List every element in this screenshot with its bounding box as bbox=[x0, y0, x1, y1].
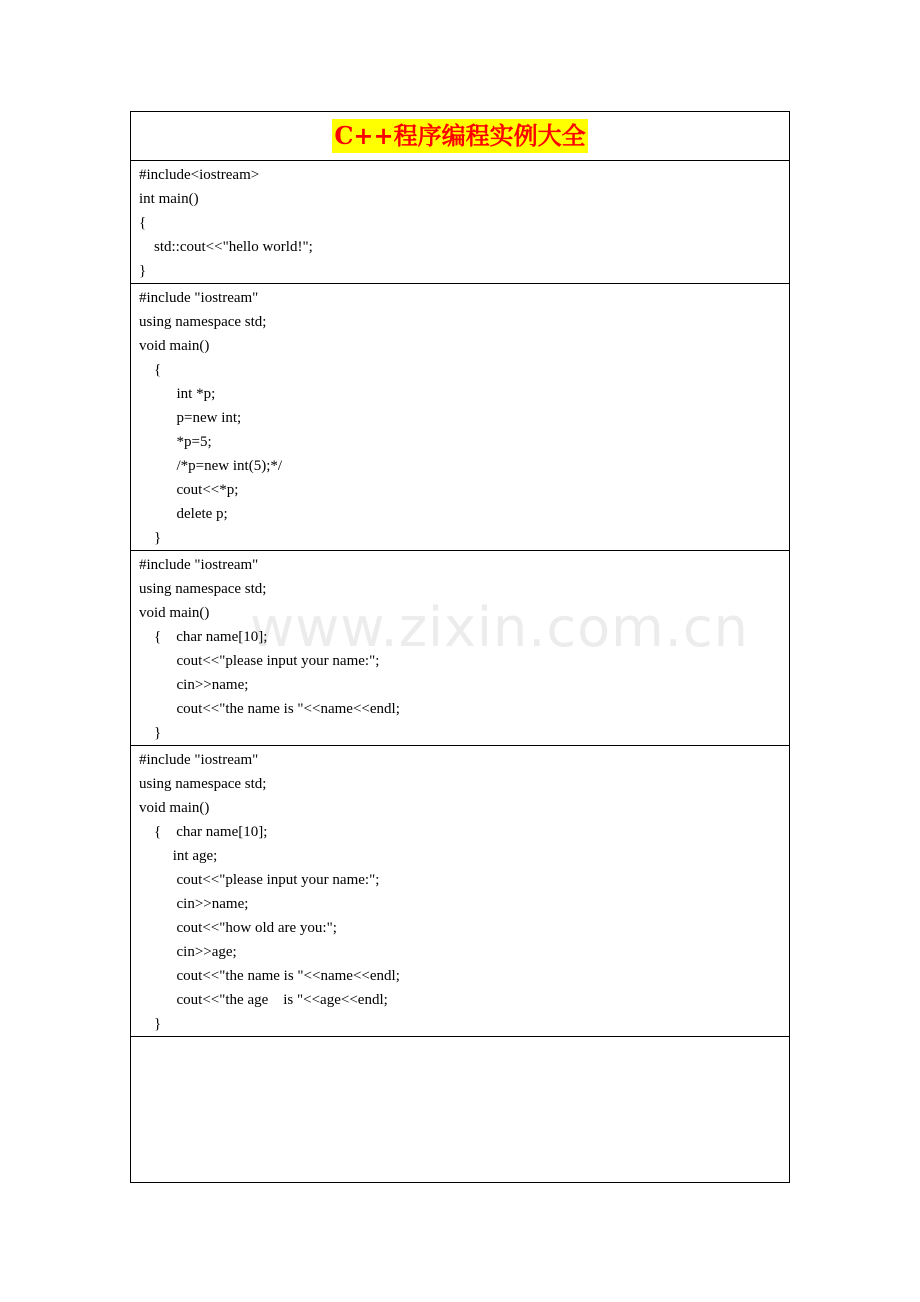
code-line: p=new int; bbox=[139, 410, 242, 426]
code-line: { bbox=[139, 362, 162, 378]
title-row bbox=[131, 112, 789, 161]
code-line: cin>>age; bbox=[139, 944, 237, 960]
code-line: { char name[10]; bbox=[139, 824, 268, 840]
code-line: cout<<"the name is "<<name<<endl; bbox=[139, 701, 400, 717]
code-line: std::cout<<"hello world!"; bbox=[139, 239, 313, 255]
code-line: using namespace std; bbox=[139, 314, 267, 330]
code-line: #include<iostream> bbox=[139, 167, 260, 183]
code-line: cin>>name; bbox=[139, 896, 249, 912]
code-line: } bbox=[139, 1016, 162, 1032]
code-line: delete p; bbox=[139, 506, 228, 522]
code-line: { char name[10]; bbox=[139, 629, 268, 645]
code-example-cell bbox=[131, 284, 789, 551]
code-line: } bbox=[139, 263, 147, 279]
code-line: *p=5; bbox=[139, 434, 212, 450]
code-line: int *p; bbox=[139, 386, 216, 402]
code-line: { bbox=[139, 215, 147, 231]
code-line: cout<<*p; bbox=[139, 482, 239, 498]
code-line: cout<<"how old are you:"; bbox=[139, 920, 337, 936]
code-example-cell bbox=[131, 746, 789, 1037]
code-example-cell bbox=[131, 551, 789, 746]
code-example-cell bbox=[131, 1037, 789, 1182]
code-example-cell bbox=[131, 161, 789, 284]
code-line: #include "iostream" bbox=[139, 290, 259, 306]
code-line: using namespace std; bbox=[139, 581, 267, 597]
code-examples-table bbox=[130, 111, 790, 1183]
watermark-text: www.zixin.com.cn bbox=[250, 596, 749, 659]
code-line: void main() bbox=[139, 605, 210, 621]
code-line: #include "iostream" bbox=[139, 557, 259, 573]
code-line: } bbox=[139, 725, 162, 741]
code-line: /*p=new int(5);*/ bbox=[139, 458, 283, 474]
code-line: int main() bbox=[139, 191, 199, 207]
code-line: cin>>name; bbox=[139, 677, 249, 693]
code-line: int age; bbox=[139, 848, 218, 864]
document-title: C++程序编程实例大全 bbox=[332, 119, 587, 153]
code-line: #include "iostream" bbox=[139, 752, 259, 768]
code-line: void main() bbox=[139, 338, 210, 354]
code-line: cout<<"please input your name:"; bbox=[139, 872, 380, 888]
examples-container bbox=[131, 161, 789, 1182]
code-line: cout<<"the age is "<<age<<endl; bbox=[139, 992, 388, 1008]
code-line: void main() bbox=[139, 800, 210, 816]
code-line: cout<<"please input your name:"; bbox=[139, 653, 380, 669]
code-line: } bbox=[139, 530, 162, 546]
code-line: using namespace std; bbox=[139, 776, 267, 792]
code-line: cout<<"the name is "<<name<<endl; bbox=[139, 968, 400, 984]
